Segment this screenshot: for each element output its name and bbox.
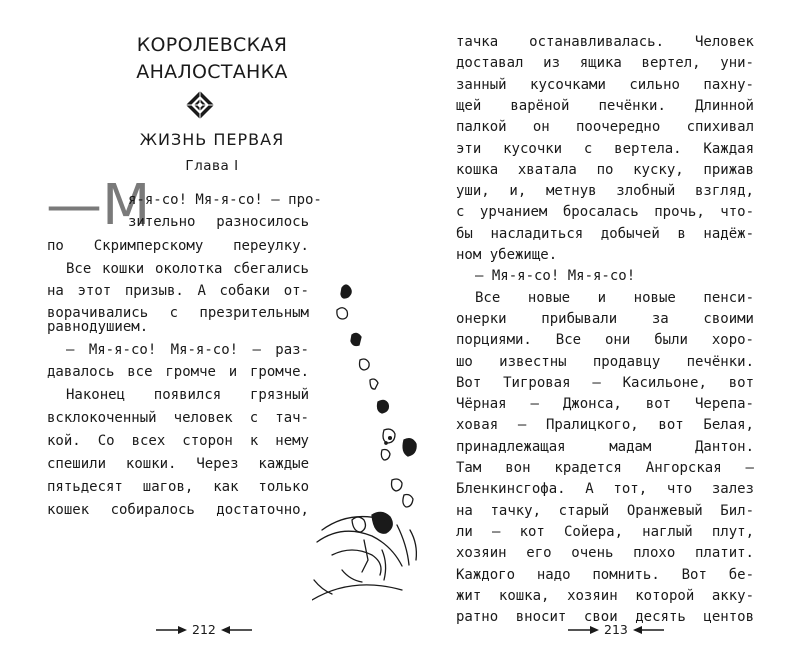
text-line: тачка останавливалась. Человек (456, 34, 754, 50)
text-line: Вот Тигровая — Касильоне, вот (456, 374, 754, 391)
text-line: доставал из ящика вертел, уни- (456, 55, 754, 72)
text-line: зительно разносилось (128, 214, 309, 230)
text-line: ворачивались с презрительным (47, 305, 309, 321)
text-line: давалось все громче и громче. (47, 364, 309, 380)
text-line: ховая — Пралицкого, вот Белая, (456, 417, 754, 434)
text-line: — Мя-я-со! Мя-я-со! (475, 268, 636, 285)
text-line: равнодушием. (47, 319, 149, 335)
part-title: ЖИЗНЬ ПЕРВАЯ (139, 130, 285, 149)
text-line: принадлежащая мадам Дантон. (456, 438, 754, 455)
text-line: занный кусочками сильно пахну- (456, 76, 754, 93)
text-line: ратно вносит свои десять центов (456, 609, 754, 626)
text-line: по Скримперскому переулку. (47, 238, 309, 254)
text-line: уши, и, метнув злобный взгляд, (456, 183, 754, 200)
text-line: пятьдесят шагов, как только (47, 479, 309, 495)
chapter-number: Глава I (185, 158, 239, 174)
page-number-left (156, 622, 252, 637)
text-line: — Мя-я-со! Мя-я-со! — раз- (66, 342, 309, 358)
text-line: Чёрная — Джонса, вот Черепа- (456, 396, 754, 413)
title-line-1: КОРОЛЕВСКАЯ (136, 34, 288, 56)
text-line: хозяин его очень плохо платит. (456, 545, 754, 562)
text-line: порциями. Все они были хоро- (456, 332, 754, 349)
text-line: Все кошки околотка сбегались (66, 261, 309, 277)
text-line: ном убежище. (456, 247, 558, 263)
text-line: эти кусочки с вертела. Каждая (456, 140, 754, 157)
folio-arrow-right-icon (220, 626, 252, 634)
text-line: спешили кошки. Через каждые (47, 456, 309, 472)
diamond-ornament-icon (185, 90, 215, 120)
page-number-text: 212 (192, 622, 216, 637)
text-line: палкой он поочередно спихивал (456, 119, 754, 136)
text-line: всклокоченный человек с тач- (47, 410, 309, 426)
text-line: кой. Со всех сторон к нему (47, 433, 309, 449)
text-line: Там вон крадется Ангорская — (456, 460, 754, 476)
text-line: Бленкинсгофа. А тот, что залез (456, 481, 754, 498)
text-line: на тачку, старый Оранжевый Бил- (456, 502, 754, 519)
text-line: шо известны продавцу печёнки. (456, 353, 754, 370)
title-line-2: АНАЛОСТАНКА (136, 61, 288, 83)
text-line: онерки прибывали за своими (456, 310, 754, 327)
text-line: я-я-со! Мя-я-со! — про- (128, 192, 322, 208)
text-line: с урчанием бросалась прочь, что- (456, 204, 754, 221)
text-line: Каждого надо помнить. Вот бе- (456, 566, 754, 583)
text-line: кошка хватала по куску, прижав (456, 161, 754, 178)
text-line: Наконец появился грязный (66, 387, 309, 403)
right-page (400, 0, 800, 653)
text-line: бы насладиться добычей в надёж- (456, 225, 754, 242)
text-line: кошек собиралось достаточно, (47, 502, 309, 518)
drop-cap: —М (46, 173, 151, 238)
text-line: щей варёной печёнки. Длинной (456, 97, 754, 114)
text-line: жит кошка, хозяин которой акку- (456, 587, 754, 604)
text-line: ли — кот Сойера, наглый плут, (456, 523, 754, 540)
chapter-heading (112, 32, 312, 86)
text-line: Все новые и новые пенси- (475, 289, 754, 306)
text-line: на этот призыв. А собаки от- (47, 283, 309, 299)
folio-arrow-left-icon (156, 626, 188, 634)
page-number-text: 213 (604, 622, 628, 637)
